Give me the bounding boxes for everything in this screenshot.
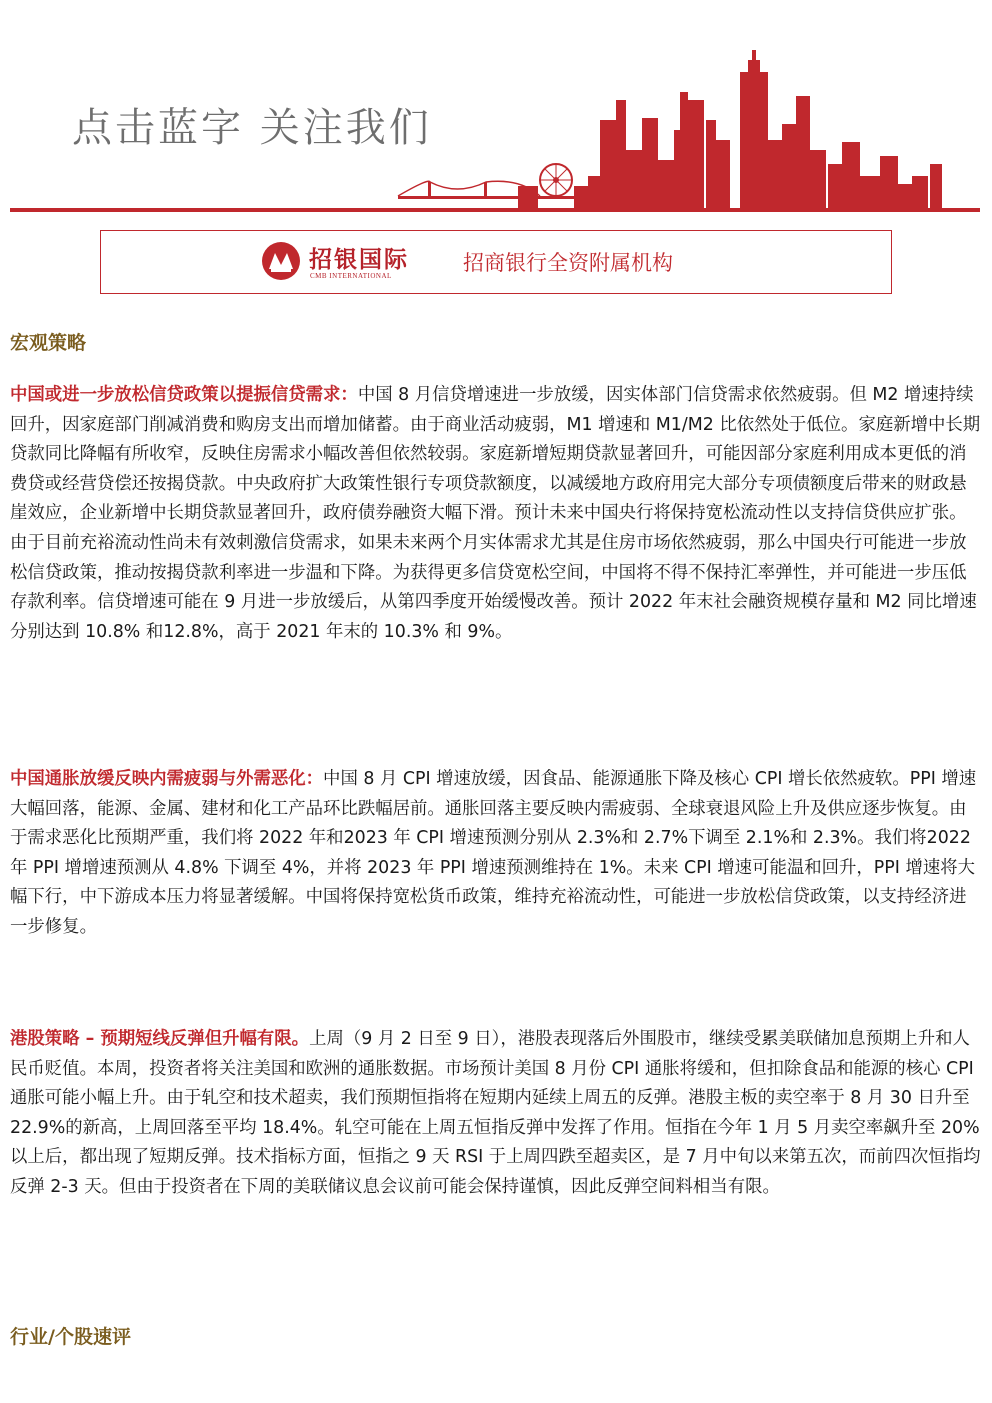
brand-logo-banner <box>100 230 892 294</box>
logo-name-en: CMB INTERNATIONAL <box>310 272 392 280</box>
article-lead: 中国通胀放缓反映内需疲弱与外需恶化： <box>10 769 324 789</box>
article-body: 上周（9 月 2 日至 9 日），港股表现落后外围股市，继续受累美联储加息预期上升和人民币贬值。本周，投资者将关注美国和欧洲的通胀数据。市场预计美国 8 月份 CPI 通胀将缓和，但扣除食品和能源的核心 CPI 通胀可能小幅上升。由于轧空和技术超卖，我们预期恒指将在短期内延续上周五的反弹。港股主板的卖空率于 8 月 30 日升至22.9%的新高，上周回落至平均 18.4%。轧空可能在上周五恒指反弹中发挥了作用。恒指在今年 1 月 5 月卖空率飙升至 20% 以上后，都出现了短期反弹。技术指标方面，恒指之 9 天 RSI 于上周四跌至超卖区，是 7 月中旬以来第五次，而前四次恒指均反弹 2-3 天。但由于投资者在下周的美联储议息会议前可能会保持谨慎，因此反弹空间料相当有限。 <box>10 1029 981 1197</box>
article-lead: 港股策略 – 预期短线反弹但升幅有限。 <box>10 1029 310 1049</box>
section-heading-macro: 宏观策略 <box>10 332 87 354</box>
article-lead: 中国或进一步放松信贷政策以提振信贷需求： <box>10 385 358 405</box>
header-banner <box>0 0 992 220</box>
article-body: 中国 8 月信贷增速进一步放缓，因实体部门信贷需求依然疲弱。但 M2 增速持续回升，因家庭部门削减消费和购房支出而增加储蓄。由于商业活动疲弱，M1 增速和 M1/M2 比依然处于低位。家庭新增中长期贷款同比降幅有所收窄，反映住房需求小幅改善但依然较弱。家庭新增短期贷款显著回升，可能因部分家庭利用成本更低的消费贷或经营贷偿还按揭贷款。中央政府扩大政策性银行专项贷款额度，以减缓地方政府用完大部分专项债额度后带来的财政悬崖效应，企业新增中长期贷款显著回升，政府债券融资大幅下滑。预计未来中国央行将保持宽松流动性以支持信贷供应扩张。由于目前充裕流动性尚未有效刺激信贷需求，如果未来两个月实体需求尤其是住房市场依然疲弱，那么中国央行可能进一步放松信贷政策，推动按揭贷款利率进一步温和下降。为获得更多信贷宽松空间，中国将不得不保持汇率弹性，并可能进一步压低存款利率。信贷增速可能在 9 月进一步放缓后，从第四季度开始缓慢改善。预计 2022 年末社会融资规模存量和 M2 同比增速分别达到 10.8% 和12.8%，高于 2021 年末的 10.3% 和 9%。 <box>10 385 981 642</box>
article-body: 中国 8 月 CPI 增速放缓，因食品、能源通胀下降及核心 CPI 增长依然疲软。PPI 增速大幅回落，能源、金属、建材和化工产品环比跌幅居前。通胀回落主要反映内需疲弱、全球衰退风险上升及供应逐步恢复。由于需求恶化比预期严重，我们将 2022 年和2023 年 CPI 增速预测分别从 2.3%和 2.7%下调至 2.1%和 2.3%。我们将2022 年 PPI 增增速预测从 4.8% 下调至 4%，并将 2023 年 PPI 增速预测维持在 1%。未来 CPI 增速可能温和回升，PPI 增速将大幅下行，中下游成本压力将显著缓解。中国将保持宽松货币政策，维持充裕流动性，可能进一步放松信贷政策，以支持经济进一步修复。 <box>10 769 977 937</box>
logo-tagline: 招商银行全资附属机构 <box>463 251 673 275</box>
logo-name-cn: 招银国际 <box>309 246 409 273</box>
article-hk-strategy <box>10 1025 982 1203</box>
banner-title[interactable]: 点击蓝字 关注我们 <box>72 105 432 151</box>
article-inflation <box>10 765 982 943</box>
cmb-logo-icon <box>261 241 301 281</box>
article-credit-policy <box>10 381 982 647</box>
section-heading-industry: 行业/个股速评 <box>10 1326 131 1348</box>
